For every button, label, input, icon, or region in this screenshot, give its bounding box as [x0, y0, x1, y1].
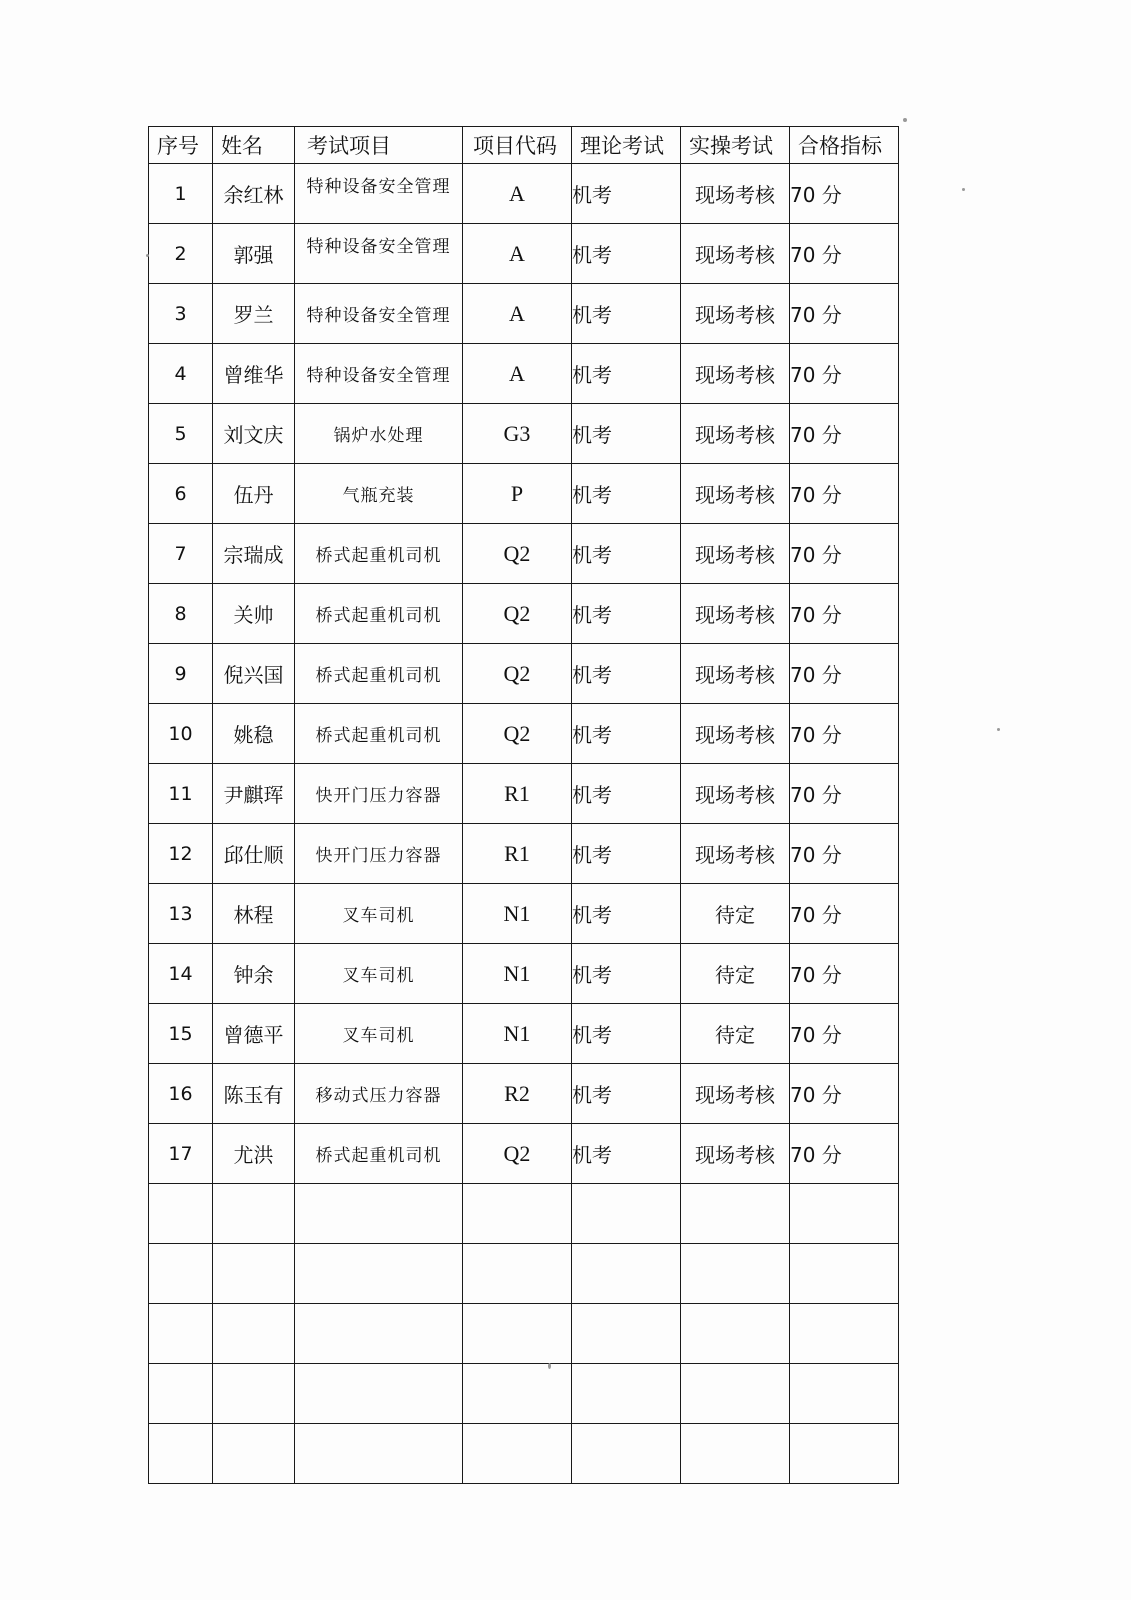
cell-exam-item: 桥式起重机司机 — [295, 704, 463, 764]
header-exam-item: 考试项目 — [295, 127, 463, 164]
empty-cell — [213, 1364, 295, 1424]
table-row — [149, 644, 899, 704]
cell-practical-exam: 现场考核 — [681, 344, 790, 404]
blank-table-row — [149, 1184, 899, 1244]
header-theory-exam: 理论考试 — [572, 127, 681, 164]
cell-pass-criteria: 70 分 — [790, 224, 899, 284]
cell-name: 倪兴国 — [213, 644, 295, 704]
header-item-code: 项目代码 — [463, 127, 572, 164]
cell-theory-exam: 机考 — [572, 944, 681, 1004]
cell-exam-item: 气瓶充装 — [295, 464, 463, 524]
empty-cell — [213, 1424, 295, 1484]
empty-cell — [149, 1244, 213, 1304]
empty-cell — [681, 1244, 790, 1304]
empty-cell — [463, 1424, 572, 1484]
table-row — [149, 284, 899, 344]
empty-cell — [681, 1184, 790, 1244]
cell-name: 尹麒珲 — [213, 764, 295, 824]
cell-exam-item: 桥式起重机司机 — [295, 644, 463, 704]
table-body — [149, 164, 899, 1484]
cell-name: 陈玉有 — [213, 1064, 295, 1124]
cell-seq: 17 — [149, 1124, 213, 1184]
empty-cell — [572, 1424, 681, 1484]
empty-cell — [295, 1244, 463, 1304]
cell-theory-exam: 机考 — [572, 224, 681, 284]
cell-seq: 15 — [149, 1004, 213, 1064]
cell-practical-exam: 现场考核 — [681, 824, 790, 884]
cell-practical-exam: 现场考核 — [681, 164, 790, 224]
cell-theory-exam: 机考 — [572, 1064, 681, 1124]
header-seq: 序号 — [149, 127, 213, 164]
cell-theory-exam: 机考 — [572, 344, 681, 404]
cell-theory-exam: 机考 — [572, 824, 681, 884]
cell-practical-exam: 现场考核 — [681, 1064, 790, 1124]
cell-pass-criteria: 70 分 — [790, 764, 899, 824]
cell-practical-exam: 现场考核 — [681, 644, 790, 704]
scan-speck — [146, 254, 149, 257]
cell-name: 罗兰 — [213, 284, 295, 344]
blank-table-row — [149, 1424, 899, 1484]
cell-seq: 12 — [149, 824, 213, 884]
cell-seq: 2 — [149, 224, 213, 284]
cell-seq: 7 — [149, 524, 213, 584]
cell-exam-item: 桥式起重机司机 — [295, 1124, 463, 1184]
cell-practical-exam: 待定 — [681, 1004, 790, 1064]
cell-item-code: A — [463, 164, 572, 224]
cell-item-code: P — [463, 464, 572, 524]
cell-item-code: Q2 — [463, 1124, 572, 1184]
table-row — [149, 344, 899, 404]
cell-item-code: R2 — [463, 1064, 572, 1124]
cell-pass-criteria: 70 分 — [790, 164, 899, 224]
empty-cell — [463, 1364, 572, 1424]
empty-cell — [681, 1424, 790, 1484]
cell-practical-exam: 待定 — [681, 884, 790, 944]
cell-exam-item: 移动式压力容器 — [295, 1064, 463, 1124]
cell-item-code: N1 — [463, 1004, 572, 1064]
cell-seq: 1 — [149, 164, 213, 224]
cell-theory-exam: 机考 — [572, 764, 681, 824]
empty-cell — [681, 1304, 790, 1364]
empty-cell — [295, 1304, 463, 1364]
cell-theory-exam: 机考 — [572, 524, 681, 584]
cell-item-code: G3 — [463, 404, 572, 464]
table-row — [149, 824, 899, 884]
cell-name: 曾维华 — [213, 344, 295, 404]
cell-exam-item: 锅炉水处理 — [295, 404, 463, 464]
cell-seq: 3 — [149, 284, 213, 344]
empty-cell — [572, 1364, 681, 1424]
cell-seq: 9 — [149, 644, 213, 704]
cell-theory-exam: 机考 — [572, 884, 681, 944]
cell-item-code: N1 — [463, 884, 572, 944]
table-row — [149, 1124, 899, 1184]
empty-cell — [213, 1184, 295, 1244]
cell-practical-exam: 现场考核 — [681, 224, 790, 284]
empty-cell — [149, 1424, 213, 1484]
cell-practical-exam: 现场考核 — [681, 1124, 790, 1184]
cell-theory-exam: 机考 — [572, 284, 681, 344]
cell-exam-item: 特种设备安全管理 — [295, 284, 463, 344]
cell-item-code: Q2 — [463, 704, 572, 764]
cell-theory-exam: 机考 — [572, 584, 681, 644]
cell-name: 林程 — [213, 884, 295, 944]
cell-item-code: R1 — [463, 824, 572, 884]
cell-exam-item: 快开门压力容器 — [295, 764, 463, 824]
cell-name: 关帅 — [213, 584, 295, 644]
empty-cell — [463, 1184, 572, 1244]
empty-cell — [149, 1304, 213, 1364]
cell-pass-criteria: 70 分 — [790, 284, 899, 344]
cell-item-code: N1 — [463, 944, 572, 1004]
cell-exam-item: 叉车司机 — [295, 1004, 463, 1064]
empty-cell — [572, 1184, 681, 1244]
cell-pass-criteria: 70 分 — [790, 1004, 899, 1064]
cell-theory-exam: 机考 — [572, 1124, 681, 1184]
cell-item-code: Q2 — [463, 524, 572, 584]
cell-name: 刘文庆 — [213, 404, 295, 464]
cell-item-code: R1 — [463, 764, 572, 824]
cell-exam-item: 快开门压力容器 — [295, 824, 463, 884]
empty-cell — [681, 1364, 790, 1424]
cell-exam-item: 特种设备安全管理 — [295, 224, 463, 284]
cell-pass-criteria: 70 分 — [790, 1124, 899, 1184]
header-practical-exam: 实操考试 — [681, 127, 790, 164]
table-row — [149, 524, 899, 584]
empty-cell — [790, 1424, 899, 1484]
table-row — [149, 704, 899, 764]
cell-seq: 11 — [149, 764, 213, 824]
scan-speck — [997, 728, 1000, 731]
empty-cell — [213, 1244, 295, 1304]
cell-item-code: A — [463, 284, 572, 344]
cell-exam-item: 特种设备安全管理 — [295, 164, 463, 224]
empty-cell — [295, 1424, 463, 1484]
empty-cell — [149, 1184, 213, 1244]
table-row — [149, 224, 899, 284]
cell-seq: 8 — [149, 584, 213, 644]
cell-theory-exam: 机考 — [572, 704, 681, 764]
empty-cell — [572, 1304, 681, 1364]
cell-item-code: Q2 — [463, 584, 572, 644]
table-row — [149, 1064, 899, 1124]
cell-seq: 16 — [149, 1064, 213, 1124]
empty-cell — [790, 1364, 899, 1424]
cell-item-code: A — [463, 224, 572, 284]
blank-table-row — [149, 1304, 899, 1364]
blank-table-row — [149, 1244, 899, 1304]
cell-seq: 5 — [149, 404, 213, 464]
cell-pass-criteria: 70 分 — [790, 1064, 899, 1124]
cell-theory-exam: 机考 — [572, 464, 681, 524]
cell-name: 曾德平 — [213, 1004, 295, 1064]
cell-pass-criteria: 70 分 — [790, 524, 899, 584]
empty-cell — [149, 1364, 213, 1424]
cell-name: 姚稳 — [213, 704, 295, 764]
cell-item-code: Q2 — [463, 644, 572, 704]
cell-pass-criteria: 70 分 — [790, 884, 899, 944]
cell-item-code: A — [463, 344, 572, 404]
cell-pass-criteria: 70 分 — [790, 704, 899, 764]
empty-cell — [213, 1304, 295, 1364]
cell-practical-exam: 现场考核 — [681, 284, 790, 344]
cell-pass-criteria: 70 分 — [790, 584, 899, 644]
scan-speck — [548, 1363, 551, 1369]
table-row — [149, 944, 899, 1004]
empty-cell — [463, 1244, 572, 1304]
cell-practical-exam: 现场考核 — [681, 764, 790, 824]
cell-practical-exam: 待定 — [681, 944, 790, 1004]
empty-cell — [463, 1304, 572, 1364]
empty-cell — [295, 1364, 463, 1424]
cell-seq: 13 — [149, 884, 213, 944]
cell-pass-criteria: 70 分 — [790, 464, 899, 524]
table-row — [149, 1004, 899, 1064]
table-row — [149, 404, 899, 464]
cell-name: 郭强 — [213, 224, 295, 284]
cell-theory-exam: 机考 — [572, 404, 681, 464]
cell-seq: 14 — [149, 944, 213, 1004]
cell-exam-item: 桥式起重机司机 — [295, 584, 463, 644]
cell-name: 宗瑞成 — [213, 524, 295, 584]
cell-practical-exam: 现场考核 — [681, 704, 790, 764]
cell-name: 余红林 — [213, 164, 295, 224]
cell-practical-exam: 现场考核 — [681, 524, 790, 584]
cell-name: 尤洪 — [213, 1124, 295, 1184]
cell-pass-criteria: 70 分 — [790, 824, 899, 884]
cell-exam-item: 叉车司机 — [295, 944, 463, 1004]
exam-roster-table — [148, 126, 899, 1484]
cell-exam-item: 叉车司机 — [295, 884, 463, 944]
cell-pass-criteria: 70 分 — [790, 404, 899, 464]
header-pass-criteria: 合格指标 — [790, 127, 899, 164]
cell-pass-criteria: 70 分 — [790, 644, 899, 704]
table-row — [149, 584, 899, 644]
cell-name: 伍丹 — [213, 464, 295, 524]
cell-practical-exam: 现场考核 — [681, 464, 790, 524]
empty-cell — [790, 1184, 899, 1244]
empty-cell — [790, 1304, 899, 1364]
cell-theory-exam: 机考 — [572, 644, 681, 704]
empty-cell — [572, 1244, 681, 1304]
cell-seq: 10 — [149, 704, 213, 764]
empty-cell — [790, 1244, 899, 1304]
cell-pass-criteria: 70 分 — [790, 944, 899, 1004]
cell-name: 钟余 — [213, 944, 295, 1004]
table-header-row — [149, 127, 899, 164]
scan-speck — [903, 118, 907, 122]
cell-exam-item: 桥式起重机司机 — [295, 524, 463, 584]
cell-seq: 4 — [149, 344, 213, 404]
table-row — [149, 164, 899, 224]
empty-cell — [295, 1184, 463, 1244]
cell-theory-exam: 机考 — [572, 1004, 681, 1064]
blank-table-row — [149, 1364, 899, 1424]
cell-exam-item: 特种设备安全管理 — [295, 344, 463, 404]
cell-pass-criteria: 70 分 — [790, 344, 899, 404]
header-name: 姓名 — [213, 127, 295, 164]
cell-practical-exam: 现场考核 — [681, 404, 790, 464]
cell-practical-exam: 现场考核 — [681, 584, 790, 644]
table-row — [149, 764, 899, 824]
scan-speck — [962, 188, 965, 191]
cell-name: 邱仕顺 — [213, 824, 295, 884]
cell-seq: 6 — [149, 464, 213, 524]
table-row — [149, 884, 899, 944]
cell-theory-exam: 机考 — [572, 164, 681, 224]
table-row — [149, 464, 899, 524]
